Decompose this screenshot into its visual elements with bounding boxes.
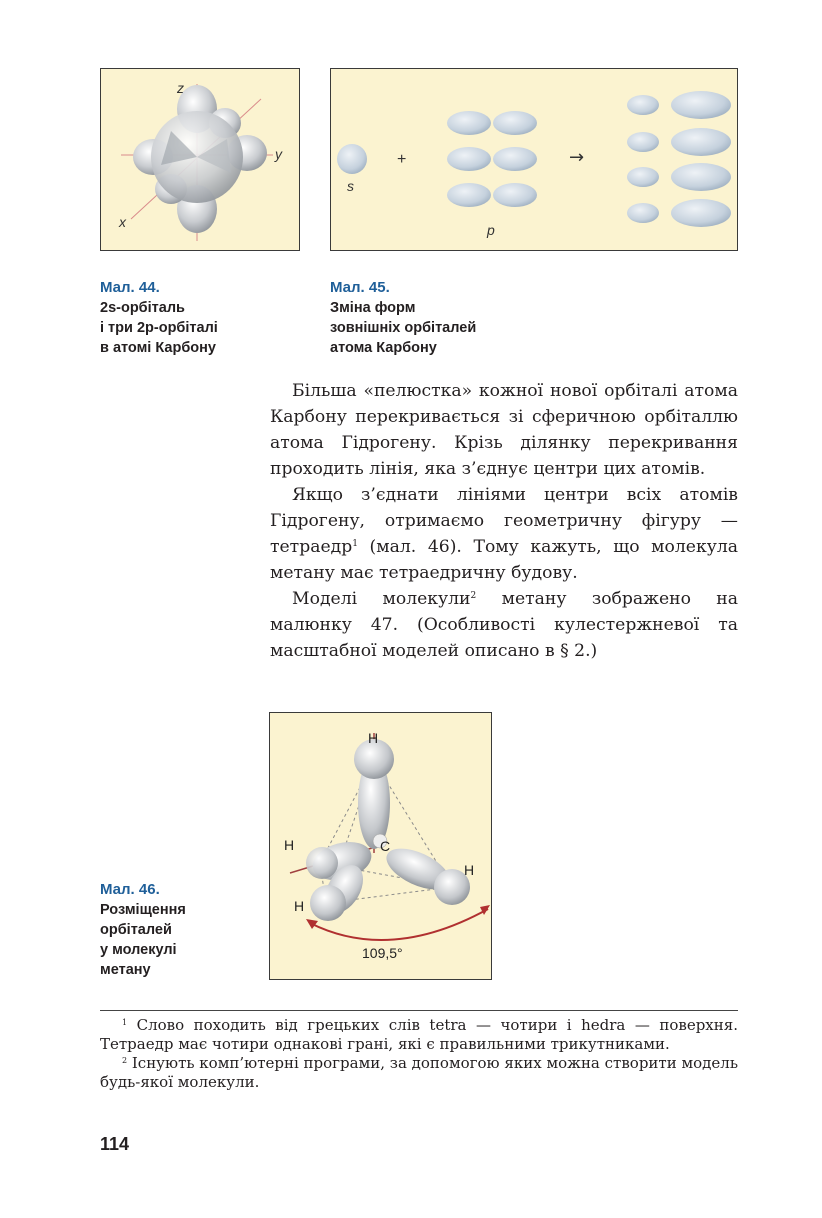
caption-line: і три 2p-орбіталі — [100, 320, 218, 336]
body-text — [270, 378, 738, 664]
bond-angle-label: 109,5° — [362, 945, 403, 961]
atom-label-h-top: H — [368, 730, 379, 746]
methane-orbitals-illustration — [270, 713, 493, 981]
atom-label-h-bottom: H — [294, 898, 305, 914]
footnotes — [100, 1016, 738, 1092]
axis-label-z: z — [177, 80, 184, 96]
caption-line: в атомі Карбону — [100, 340, 216, 356]
caption-number: Мал. 44. — [100, 279, 160, 296]
orbitals-sp3-illustration — [101, 69, 301, 252]
atom-label-h-left: H — [284, 837, 295, 853]
paragraph-2: Якщо з’єднати лініями центри всіх атомів Гідрогену, отримаємо геометричну фігуру — тетраедр$^1$ (мал. 46). Тому кажуть, що молекула метану має тетраедричну будову. — [270, 485, 738, 583]
footnote-2: $^2$ Існують комп’ютерні програми, за допомогою яких можна створити модель будь-якої молекули. — [100, 1054, 738, 1091]
label-p: p — [487, 222, 495, 238]
axis-label-y: y — [275, 146, 282, 162]
figure-45 — [330, 68, 738, 251]
caption-line: атома Карбону — [330, 340, 437, 356]
footnote-1: $^1$ Слово походить від грецьких слів tetra — чотири і hedra — поверхня. Тетраедр має чотири однакові грані, які є правильними трикутниками. — [100, 1016, 738, 1053]
paragraph-3: Моделі молекули$^2$ метану зображено на малюнку 47. (Особливості кулестержневої та масштабної моделей описано в § 2.) — [270, 589, 738, 661]
caption-line: 2s-орбіталь — [100, 300, 185, 316]
page-number: 114 — [100, 1134, 130, 1154]
caption-figure-45 — [330, 278, 590, 358]
caption-line: Зміна форм — [330, 300, 416, 316]
axis-label-x: x — [119, 214, 126, 230]
footnote-ref-1: 1 — [352, 539, 358, 549]
arrow: → — [569, 147, 585, 168]
paragraph-1: Більша «пелюстка» кожної нової орбіталі атома Карбону перекривається зі сферичною орбіталлю атома Гідрогену. Крізь ділянку перекривання проходить лінія, яка з’єднує центри цих атомів. — [270, 381, 738, 479]
caption-line: Розміщення — [100, 902, 186, 918]
atom-label-c: C — [380, 838, 391, 854]
caption-line: метану — [100, 962, 151, 978]
label-s: s — [347, 178, 354, 194]
footnote-divider — [100, 1010, 738, 1011]
figure-44 — [100, 68, 300, 251]
caption-figure-44 — [100, 278, 300, 358]
caption-line: зовнішніх орбіталей — [330, 320, 477, 336]
figure-46 — [269, 712, 492, 980]
caption-line: у молекулі — [100, 942, 177, 958]
caption-number: Мал. 45. — [330, 279, 390, 296]
caption-number: Мал. 46. — [100, 881, 160, 898]
caption-figure-46 — [100, 880, 260, 980]
footnote-ref-2: 2 — [470, 591, 477, 601]
orbital-hybridization-illustration — [331, 69, 739, 252]
atom-label-h-right: H — [464, 862, 475, 878]
plus-sign: + — [397, 151, 407, 168]
caption-line: орбіталей — [100, 922, 172, 938]
